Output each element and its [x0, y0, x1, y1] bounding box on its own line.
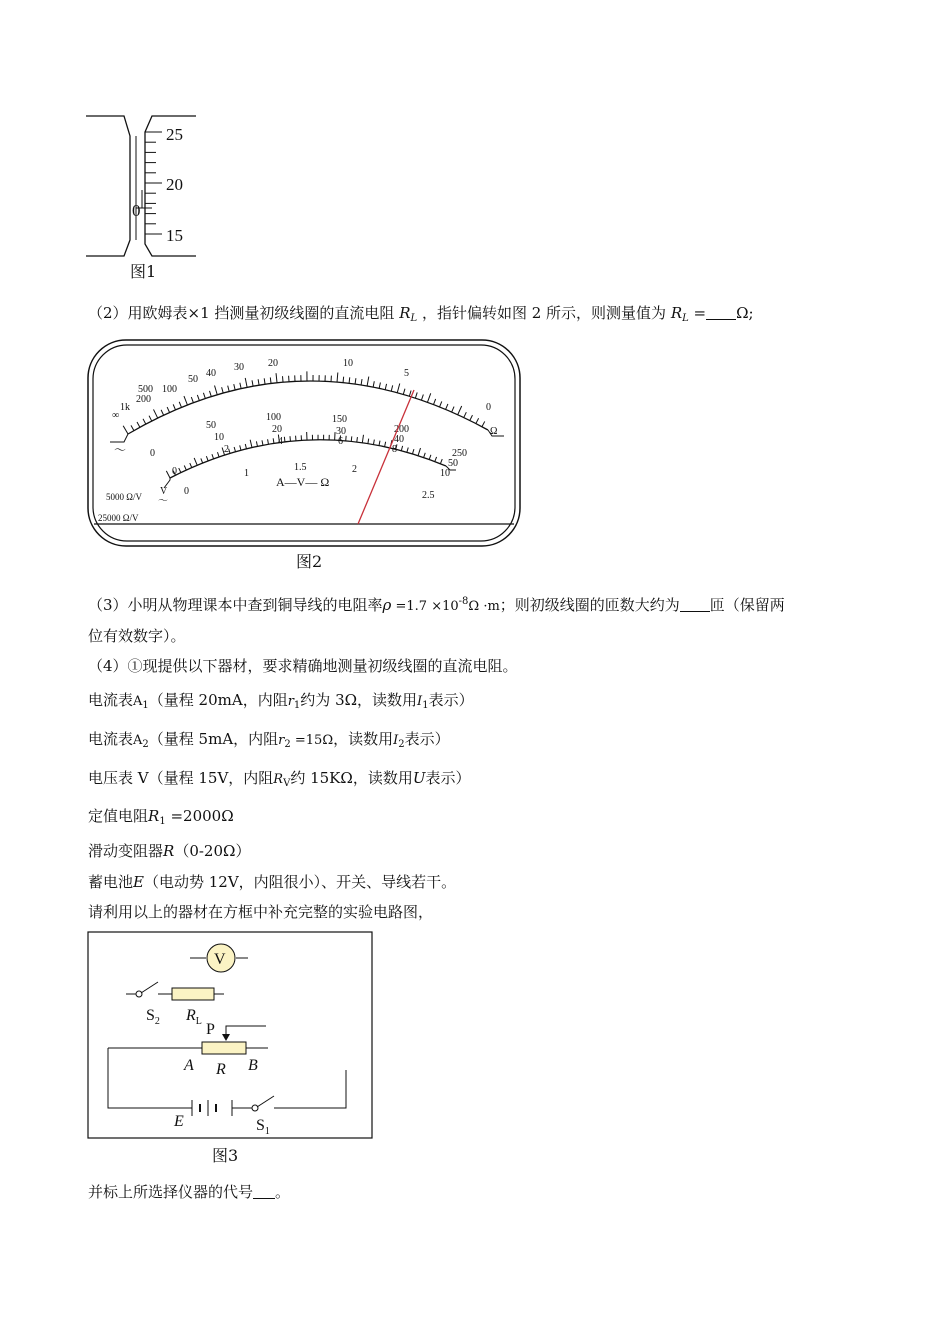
- fig1-label-25: 25: [166, 125, 183, 144]
- q3-text-a: （3）小明从物理课本中查到铜导线的电阻率: [88, 596, 383, 614]
- ac-0: 0: [184, 486, 189, 497]
- scale-tick: [166, 471, 170, 478]
- scale-tick: [476, 418, 479, 423]
- scale-tick: [470, 415, 473, 420]
- scale-tick: [458, 406, 462, 415]
- a2-text2: =15Ω: [290, 733, 334, 748]
- q2-sym-sub: L: [410, 313, 418, 324]
- ac-2: 2: [352, 464, 357, 475]
- s2-label: $S_2$: [146, 1007, 160, 1027]
- a1-sub: 1: [142, 700, 149, 711]
- scale-tick: [234, 447, 235, 452]
- scale-tick: [201, 458, 203, 463]
- scale-tick: [367, 377, 369, 386]
- q2-line: [88, 303, 754, 329]
- scale-tick: [403, 389, 405, 395]
- a1-sym: A: [133, 694, 143, 709]
- scale-tick: [190, 463, 192, 468]
- dc50-150: 150: [332, 414, 347, 425]
- figure-1-micrometer: [80, 108, 210, 268]
- ohm-label-20: 20: [268, 358, 278, 369]
- dc50-0: 0: [150, 448, 155, 459]
- a2-i: I: [393, 733, 399, 748]
- p-label: P: [206, 1021, 215, 1038]
- scale-tick: [397, 383, 400, 392]
- q4-battery: [88, 872, 456, 892]
- final-answer-blank[interactable]: [253, 1184, 275, 1199]
- q2-answer-blank[interactable]: [706, 305, 736, 320]
- scale-tick: [407, 447, 408, 452]
- ohm-label-5: 5: [404, 368, 409, 379]
- a2-r: r: [278, 733, 285, 748]
- scale-tick: [440, 401, 442, 407]
- scale-tick: [252, 380, 253, 386]
- rheo-pre: 滑动变阻器: [88, 842, 164, 860]
- ac-1: 1: [244, 468, 249, 479]
- scale-tick: [234, 384, 235, 390]
- q2-sym-r: R: [399, 304, 411, 322]
- left-tilde: ～: [114, 443, 127, 457]
- scale-tick: [258, 379, 259, 385]
- rheo-val: （0-20Ω）: [174, 842, 251, 860]
- dc10-40: 40: [394, 434, 404, 445]
- scale-tick: [357, 437, 358, 442]
- scale-tick: [421, 395, 423, 401]
- fig1-main-zero: 0: [132, 201, 141, 220]
- scale-tick: [273, 438, 274, 443]
- scale-tick: [385, 384, 386, 390]
- scale-tick: [184, 396, 187, 405]
- scale-tick: [283, 376, 284, 382]
- center-avo-label: A—V— Ω: [276, 475, 330, 489]
- a-label: A: [184, 1057, 194, 1074]
- scale-tick: [424, 453, 426, 458]
- dc50-100: 100: [266, 412, 281, 423]
- figure-2-multimeter: [86, 338, 522, 550]
- v-mark: V: [160, 486, 168, 497]
- scale-tick: [203, 393, 205, 399]
- r1-val: =2000Ω: [165, 807, 234, 825]
- scale-tick: [179, 402, 181, 408]
- r1-r: R: [148, 807, 160, 825]
- final-b: 。: [275, 1183, 291, 1201]
- fig2-caption: 图2: [296, 552, 323, 571]
- scale-tick: [343, 377, 344, 383]
- r-label: R: [216, 1061, 226, 1078]
- dc2-8: 8: [392, 444, 397, 455]
- dc10-20: 20: [272, 424, 282, 435]
- scale-tick: [167, 407, 169, 412]
- q2-eq: =: [688, 304, 707, 322]
- scale-tick: [415, 392, 417, 398]
- dc2-0: 0: [172, 466, 177, 477]
- scale-tick: [184, 466, 186, 471]
- scale-tick: [349, 377, 350, 383]
- v-end: 表示）: [425, 769, 471, 787]
- ohm-label-100: 100: [162, 384, 177, 395]
- bat-pre: 蓄电池: [88, 873, 134, 891]
- q3-rho-val: =1.7 ×10: [391, 599, 459, 614]
- scale-tick: [123, 426, 128, 434]
- scale-tick: [153, 409, 157, 418]
- scale-tick: [385, 442, 386, 447]
- ohm-label-30: 30: [234, 362, 244, 373]
- scale-tick: [361, 379, 362, 385]
- scale-tick: [373, 440, 374, 445]
- scale-tick: [264, 378, 265, 384]
- dc10-30: 30: [336, 426, 346, 437]
- b-label: B: [248, 1057, 258, 1074]
- v-rsub: V: [283, 778, 291, 789]
- a1-text2: 约为 3Ω，读数用: [300, 691, 418, 709]
- rheostat-r: [202, 1042, 246, 1054]
- ohm-label-inf: ∞: [112, 410, 120, 421]
- q2-sym-sub2: L: [682, 313, 689, 324]
- v-u: U: [412, 769, 426, 787]
- scale-tick: [435, 457, 437, 462]
- fig1-label-15: 15: [166, 226, 183, 245]
- scale-tick: [209, 391, 211, 397]
- ohm-label-1k: 1k: [120, 402, 130, 413]
- dc10-10: 10: [214, 432, 224, 443]
- ac-1-5: 1.5: [294, 462, 307, 473]
- scale-tick: [245, 378, 247, 387]
- scale-tick: [391, 385, 392, 391]
- resistor-rl: [172, 988, 214, 1000]
- a1-end: 表示）: [428, 691, 474, 709]
- scale-tick: [161, 410, 164, 415]
- q4-final: [88, 1182, 290, 1202]
- v-tilde: ～: [158, 496, 168, 507]
- q3-line1: [88, 592, 785, 617]
- scale-tick: [143, 419, 146, 424]
- figure-3-circuit: [86, 930, 374, 1142]
- q3-rho-unit: Ω ·m: [468, 599, 500, 614]
- scale-tick: [351, 436, 352, 441]
- fig3-caption: 图3: [212, 1146, 239, 1165]
- scale-tick: [379, 441, 380, 446]
- a1-pre: 电流表: [88, 691, 134, 709]
- e-label: E: [174, 1113, 184, 1130]
- scale-tick: [440, 459, 442, 464]
- scale-tick: [256, 441, 257, 446]
- voltmeter-label: V: [214, 951, 226, 968]
- sensitivity-2: 25000 Ω/V: [98, 513, 139, 523]
- dc2-10: 10: [440, 468, 450, 479]
- scale-tick: [482, 421, 485, 426]
- q3-text-c: 匝（保留两: [709, 596, 785, 614]
- rl-label: $R_L$: [186, 1007, 202, 1027]
- q3-rho: ρ: [382, 596, 392, 614]
- bat-e: E: [133, 873, 144, 891]
- scale-tick: [452, 407, 454, 412]
- ohm-label-500: 500: [138, 384, 153, 395]
- q4-rheostat: [88, 841, 250, 861]
- v-pre: 电压表 V（量程 15V，内阻: [88, 769, 274, 787]
- scale-tick: [379, 382, 380, 388]
- rheo-r: R: [163, 842, 175, 860]
- scale-tick: [446, 404, 448, 410]
- scale-tick: [268, 439, 269, 444]
- bat-text: （电动势 12V，内阻很小）、开关、导线若干。: [143, 873, 457, 891]
- ohm-label-0: 0: [486, 402, 491, 413]
- scale-tick: [191, 397, 193, 403]
- ohm-label-50: 50: [188, 374, 198, 385]
- q3-text-b: ；则初级线圈的匝数大约为: [499, 596, 680, 614]
- q2-unit: Ω;: [736, 304, 754, 322]
- scale-tick: [212, 454, 214, 459]
- scale-tick: [131, 425, 134, 430]
- dc10-50: 50: [448, 458, 458, 469]
- q3-answer-blank[interactable]: [680, 597, 710, 612]
- scale-tick: [228, 386, 229, 392]
- scale-tick: [355, 378, 356, 384]
- scale-tick: [179, 468, 181, 473]
- a1-r: r: [287, 694, 294, 709]
- scale-tick: [284, 437, 285, 442]
- fig1-label-20: 20: [166, 175, 183, 194]
- q2-sym-r2: R: [670, 304, 683, 322]
- a2-text3: ，读数用: [333, 730, 394, 748]
- a2-end: 表示）: [404, 730, 450, 748]
- ohm-label-40: 40: [206, 368, 216, 379]
- r1-sub: 1: [159, 816, 166, 827]
- ohm-label-10: 10: [343, 358, 353, 369]
- a1-isub: 1: [422, 700, 429, 711]
- ohm-omega-right: Ω: [490, 426, 498, 437]
- a2-pre: 电流表: [88, 730, 134, 748]
- scale-tick: [137, 422, 140, 427]
- q4-ask: 请利用以上的器材在方框中补充完整的实验电路图，: [88, 903, 434, 921]
- scale-tick: [429, 455, 431, 460]
- scale-tick: [418, 448, 420, 456]
- q3-line2: 位有效数字）。: [88, 627, 186, 645]
- scale-tick: [433, 399, 435, 405]
- dc2-6: 6: [338, 436, 343, 447]
- q2-middle: ，指针偏转如图 2 所示，则测量值为: [421, 304, 667, 322]
- a2-rsub: 2: [284, 739, 291, 750]
- ac-2-5: 2.5: [422, 490, 435, 501]
- scale-tick: [412, 449, 413, 454]
- q4-a2: [88, 729, 450, 755]
- a1-text: （量程 20mA，内阻: [148, 691, 288, 709]
- v-r: R: [273, 772, 284, 787]
- scale-tick: [368, 439, 369, 444]
- scale-tick: [240, 445, 241, 450]
- q4-a1: [88, 690, 474, 716]
- scale-tick: [222, 387, 224, 393]
- scale-tick: [197, 395, 199, 401]
- ohm-label-200: 200: [136, 394, 151, 405]
- a1-rsub: 1: [293, 700, 301, 711]
- a2-sym: A: [133, 733, 143, 748]
- scale-tick: [362, 435, 363, 443]
- scale-tick: [276, 373, 277, 383]
- final-a: 并标上所选择仪器的代号: [88, 1183, 254, 1201]
- scale-tick: [401, 446, 402, 451]
- scale-tick: [245, 444, 246, 449]
- q3-rho-exp: -8: [458, 596, 469, 607]
- scale-tick: [262, 440, 263, 445]
- dc50-200: 200: [394, 424, 409, 435]
- scale-tick: [240, 383, 241, 389]
- q4-r1: [88, 806, 234, 832]
- scale-tick: [194, 458, 197, 465]
- dc2-4: 4: [278, 436, 283, 447]
- scale-tick: [373, 381, 374, 387]
- a1-i: I: [417, 694, 423, 709]
- a2-text: （量程 5mA，内阻: [148, 730, 279, 748]
- scale-tick: [206, 456, 208, 461]
- scale-tick: [427, 393, 430, 402]
- q2-prefix: （2）用欧姆表×1 挡测量初级线圈的直流电阻: [88, 304, 395, 322]
- scale-tick: [215, 386, 218, 395]
- scale-tick: [409, 391, 411, 397]
- q4-voltmeter: [88, 768, 471, 794]
- q4-intro: （4）①现提供以下器材，要求精确地测量初级线圈的直流电阻。: [88, 657, 518, 675]
- dc50-250: 250: [452, 448, 467, 459]
- dc2-2: 2: [224, 444, 229, 455]
- s1-label: $S_1$: [256, 1117, 270, 1137]
- scale-tick: [464, 412, 467, 417]
- scale-tick: [270, 377, 271, 383]
- scale-tick: [217, 452, 219, 457]
- meter-pointer: [358, 390, 414, 524]
- r1-pre: 定值电阻: [88, 807, 149, 825]
- v-text: 约 15KΩ，读数用: [290, 769, 413, 787]
- scale-tick: [337, 373, 338, 383]
- scale-tick: [149, 416, 152, 421]
- dc50-50: 50: [206, 420, 216, 431]
- sensitivity-1: 5000 Ω/V: [106, 492, 142, 502]
- a2-sub: 2: [142, 739, 149, 750]
- scale-tick: [250, 440, 252, 448]
- fig1-caption: 图1: [130, 262, 157, 281]
- a2-isub: 2: [398, 739, 405, 750]
- scale-tick: [173, 404, 175, 410]
